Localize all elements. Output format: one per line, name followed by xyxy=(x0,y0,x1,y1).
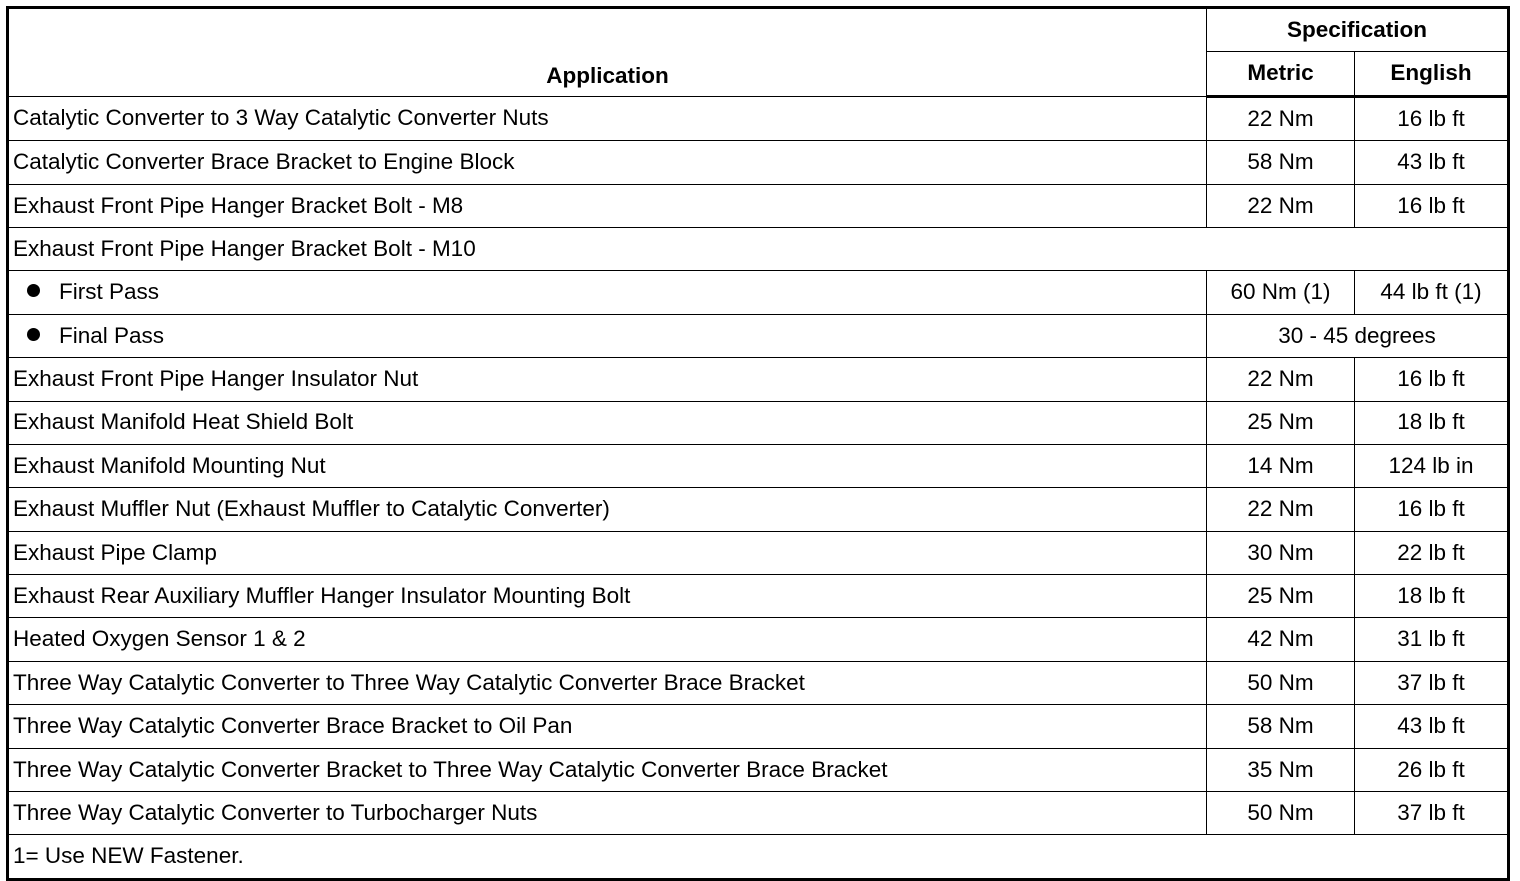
english-cell: 37 lb ft xyxy=(1355,792,1509,835)
table-row xyxy=(8,792,1509,835)
table-row xyxy=(8,531,1509,574)
metric-cell: 22 Nm xyxy=(1207,184,1355,227)
table-row xyxy=(8,184,1509,227)
table-row xyxy=(8,141,1509,184)
table-row xyxy=(8,96,1509,140)
application-cell: Exhaust Manifold Mounting Nut xyxy=(8,444,1207,487)
table-row xyxy=(8,358,1509,401)
application-cell: Exhaust Manifold Heat Shield Bolt xyxy=(8,401,1207,444)
header-specification: Specification xyxy=(1207,8,1509,52)
table-row xyxy=(8,705,1509,748)
english-cell: 43 lb ft xyxy=(1355,705,1509,748)
spec-merged-cell: 30 - 45 degrees xyxy=(1207,314,1509,357)
metric-cell: 50 Nm xyxy=(1207,792,1355,835)
metric-cell: 25 Nm xyxy=(1207,575,1355,618)
english-cell: 124 lb in xyxy=(1355,444,1509,487)
metric-cell: 22 Nm xyxy=(1207,488,1355,531)
english-cell: 16 lb ft xyxy=(1355,184,1509,227)
metric-cell: 58 Nm xyxy=(1207,141,1355,184)
application-sub-label: Final Pass xyxy=(59,322,165,348)
metric-cell: 14 Nm xyxy=(1207,444,1355,487)
metric-cell: 25 Nm xyxy=(1207,401,1355,444)
header-english: English xyxy=(1355,52,1509,96)
metric-cell: 42 Nm xyxy=(1207,618,1355,661)
application-cell: Exhaust Muffler Nut (Exhaust Muffler to Catalytic Converter) xyxy=(8,488,1207,531)
application-cell: Exhaust Pipe Clamp xyxy=(8,531,1207,574)
english-cell: 18 lb ft xyxy=(1355,401,1509,444)
table-row xyxy=(8,575,1509,618)
header-application: Application xyxy=(8,8,1207,97)
table-row xyxy=(8,618,1509,661)
bullet-icon xyxy=(27,284,40,297)
application-cell: Exhaust Front Pipe Hanger Bracket Bolt - M8 xyxy=(8,184,1207,227)
application-cell: Three Way Catalytic Converter to Three Way Catalytic Converter Brace Bracket xyxy=(8,661,1207,704)
english-cell: 16 lb ft xyxy=(1355,358,1509,401)
metric-cell: 35 Nm xyxy=(1207,748,1355,791)
header-row-top xyxy=(8,8,1509,52)
application-cell: Three Way Catalytic Converter to Turbocharger Nuts xyxy=(8,792,1207,835)
table-row xyxy=(8,401,1509,444)
english-cell: 16 lb ft xyxy=(1355,96,1509,140)
table-row-group-header xyxy=(8,227,1509,270)
english-cell: 18 lb ft xyxy=(1355,575,1509,618)
english-cell: 43 lb ft xyxy=(1355,141,1509,184)
application-sub-label: First Pass xyxy=(59,279,160,305)
footnote: 1= Use NEW Fastener. xyxy=(8,835,1509,879)
english-cell: 16 lb ft xyxy=(1355,488,1509,531)
header-metric: Metric xyxy=(1207,52,1355,96)
metric-cell: 50 Nm xyxy=(1207,661,1355,704)
english-cell: 31 lb ft xyxy=(1355,618,1509,661)
english-cell: 37 lb ft xyxy=(1355,661,1509,704)
table-row-sub xyxy=(8,271,1509,314)
application-cell: Catalytic Converter Brace Bracket to Engine Block xyxy=(8,141,1207,184)
english-cell: 44 lb ft (1) xyxy=(1355,271,1509,314)
footnote-row xyxy=(8,835,1509,879)
application-sub-cell xyxy=(8,314,1207,357)
table-row xyxy=(8,661,1509,704)
table-row xyxy=(8,444,1509,487)
application-cell: Exhaust Front Pipe Hanger Insulator Nut xyxy=(8,358,1207,401)
english-cell: 26 lb ft xyxy=(1355,748,1509,791)
metric-cell: 22 Nm xyxy=(1207,96,1355,140)
application-cell: Catalytic Converter to 3 Way Catalytic Converter Nuts xyxy=(8,96,1207,140)
table-row-sub xyxy=(8,314,1509,357)
application-cell: Exhaust Rear Auxiliary Muffler Hanger Insulator Mounting Bolt xyxy=(8,575,1207,618)
application-cell: Heated Oxygen Sensor 1 & 2 xyxy=(8,618,1207,661)
metric-cell: 22 Nm xyxy=(1207,358,1355,401)
application-cell: Three Way Catalytic Converter Bracket to Three Way Catalytic Converter Brace Bracket xyxy=(8,748,1207,791)
table-row xyxy=(8,488,1509,531)
table-row xyxy=(8,748,1509,791)
fastener-spec-table xyxy=(6,6,1510,881)
metric-cell: 60 Nm (1) xyxy=(1207,271,1355,314)
application-cell: Three Way Catalytic Converter Brace Bracket to Oil Pan xyxy=(8,705,1207,748)
bullet-icon xyxy=(27,328,40,341)
application-sub-cell xyxy=(8,271,1207,314)
metric-cell: 30 Nm xyxy=(1207,531,1355,574)
metric-cell: 58 Nm xyxy=(1207,705,1355,748)
english-cell: 22 lb ft xyxy=(1355,531,1509,574)
application-cell: Exhaust Front Pipe Hanger Bracket Bolt - M10 xyxy=(8,227,1509,270)
